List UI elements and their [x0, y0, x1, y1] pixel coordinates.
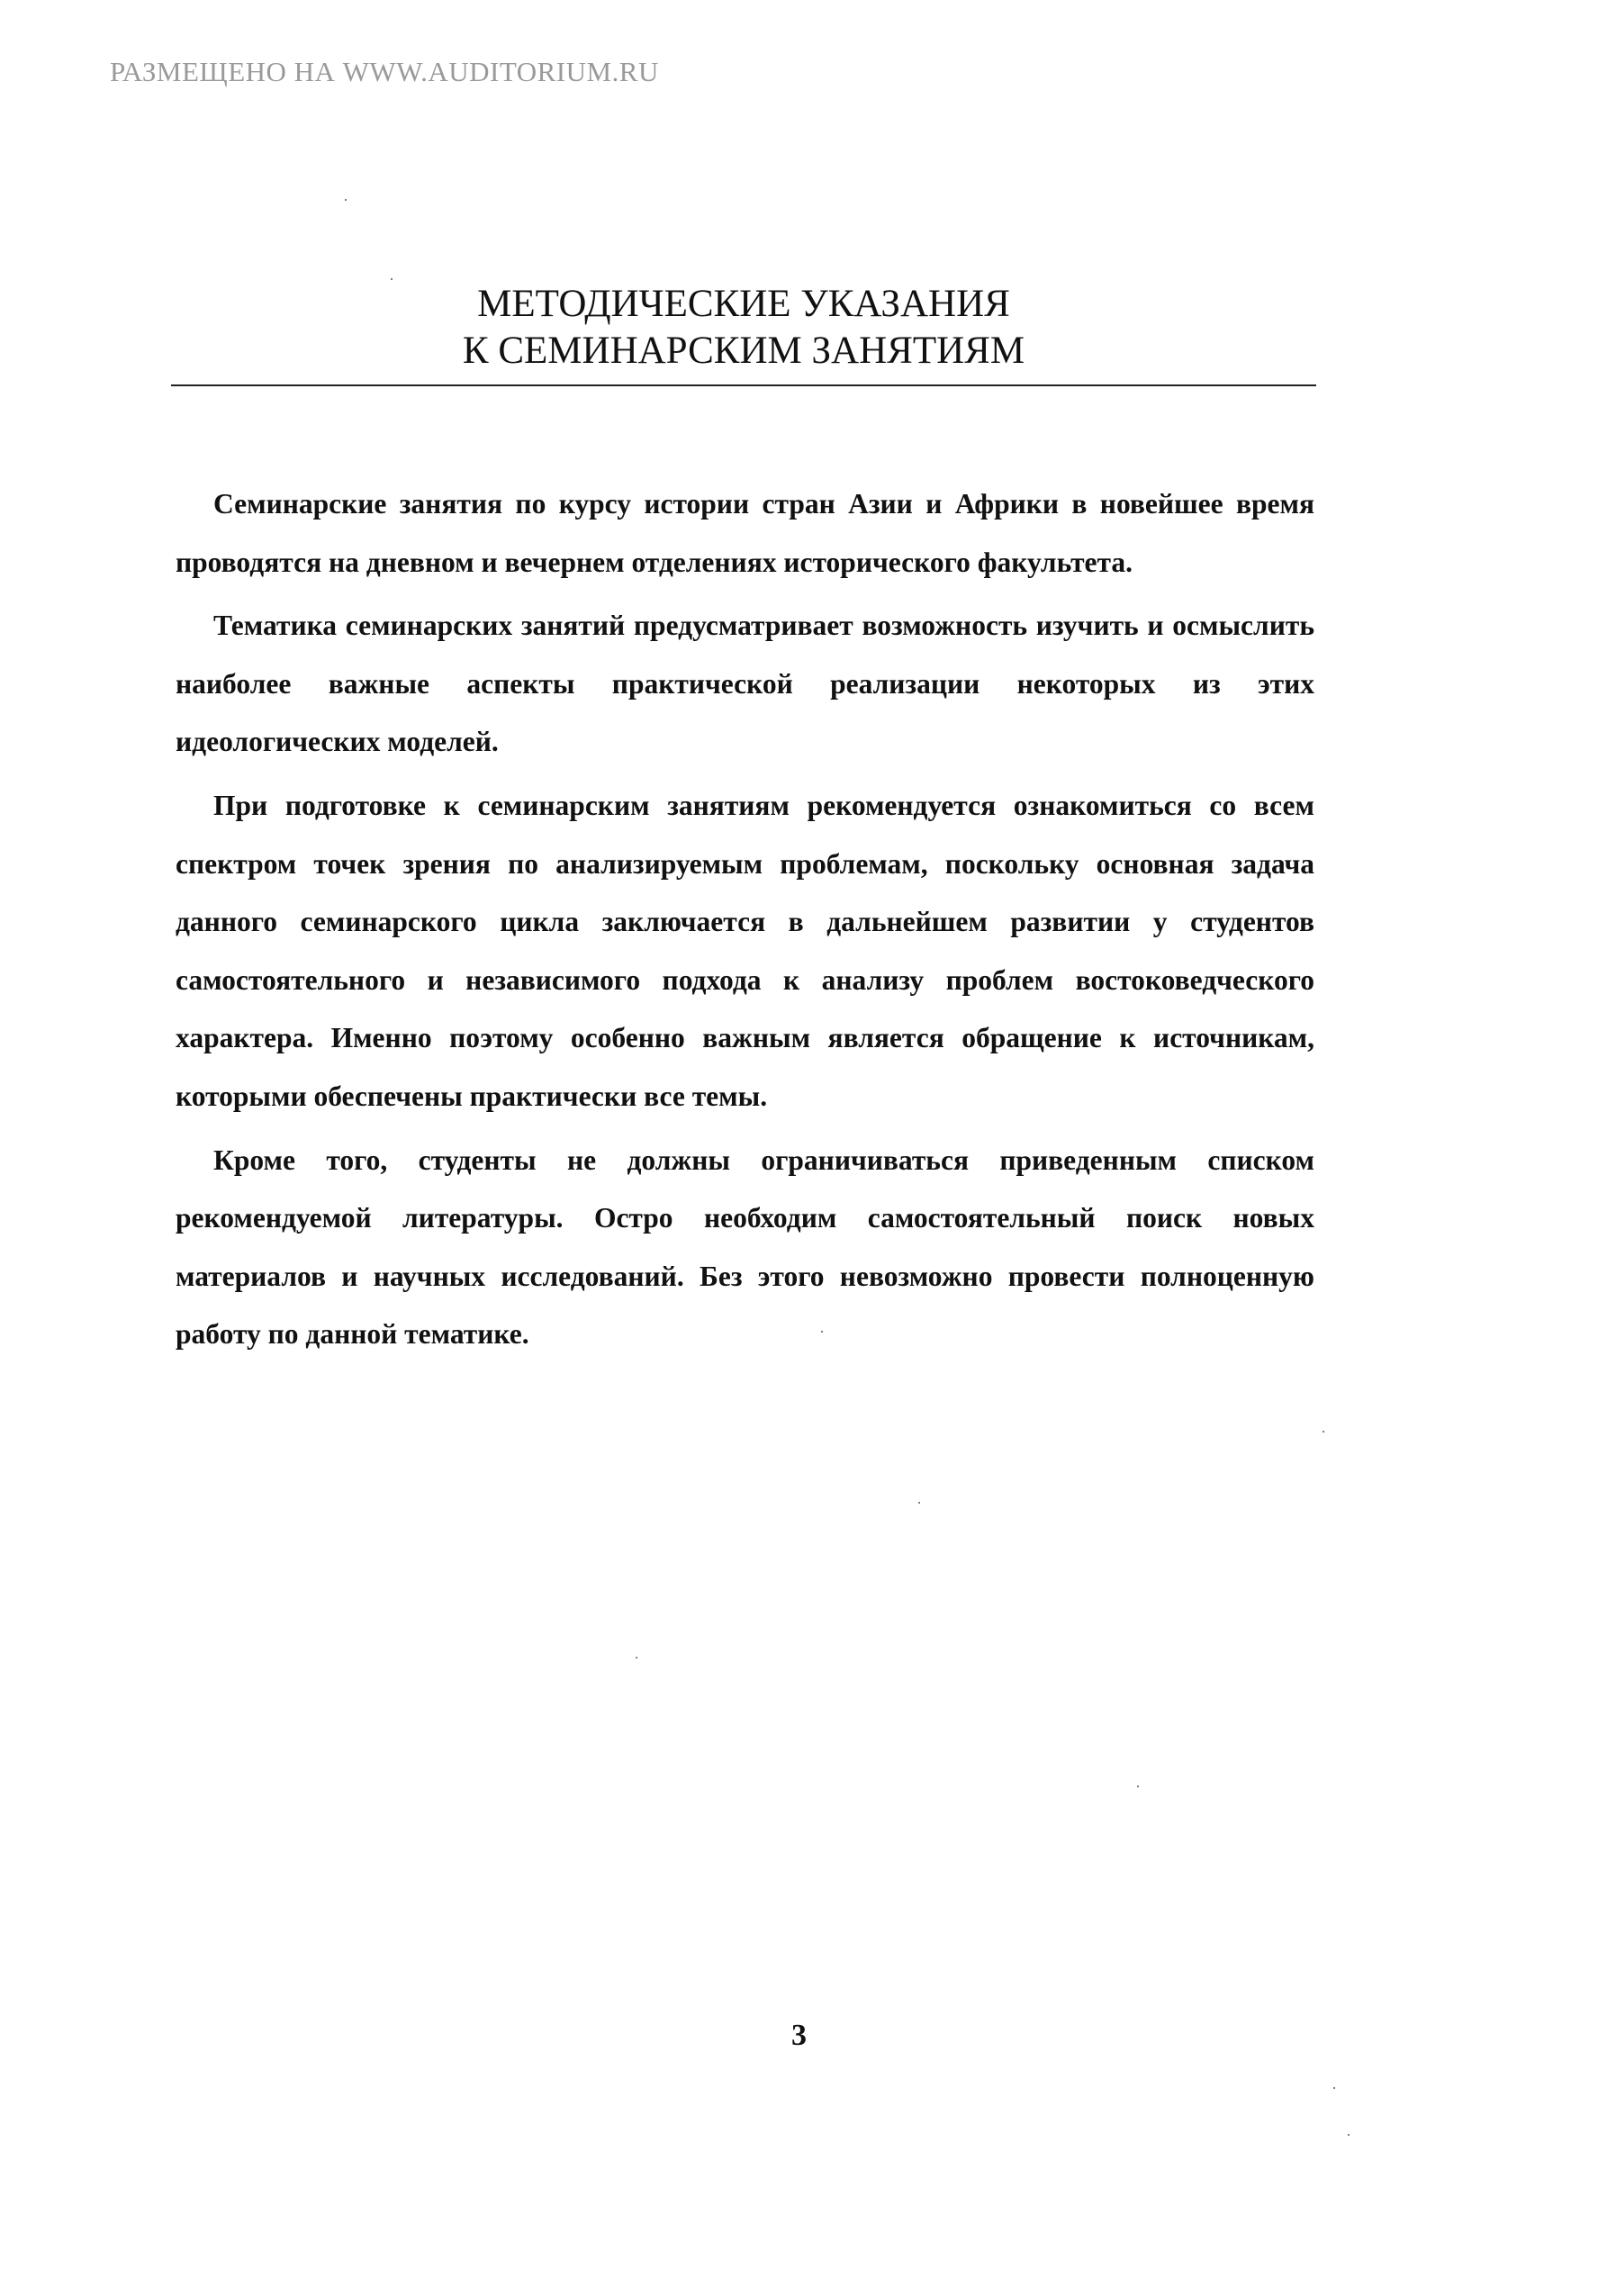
body-text: [176, 475, 1314, 1369]
title-line-1: МЕТОДИЧЕСКИЕ УКАЗАНИЯ: [477, 283, 1010, 325]
scan-speck: [1333, 2087, 1335, 2089]
scan-speck: [1323, 1431, 1324, 1433]
paragraph-2: Тематика семинарских занятий предусматривает возможность изучить и осмыслить наиболее важные аспекты практической реализации некоторых из этих идеологических моделей.: [176, 610, 1314, 758]
scan-speck: [391, 278, 393, 280]
scan-speck: [636, 1657, 637, 1659]
title-underline: [171, 384, 1316, 386]
scan-speck: [1137, 1785, 1139, 1787]
scan-speck: [345, 199, 347, 201]
paragraph-4: Кроме того, студенты не должны ограничиваться приведенным списком рекомендуемой литературы. Остро необходим самостоятельный поиск новых материалов и научных исследований. Без этого невозможно провести полноценную работу по данной тематике.: [176, 1143, 1314, 1351]
scan-speck: [1348, 2134, 1350, 2136]
section-title: [171, 281, 1316, 375]
paragraph-1: Семинарские занятия по курсу истории стран Азии и Африки в новейшее время проводятся на дневном и вечернем отделениях исторического факультета.: [176, 488, 1314, 578]
page-number: 3: [791, 2019, 807, 2052]
scan-speck: [918, 1502, 920, 1504]
title-line-2: К СЕМИНАРСКИМ ЗАНЯТИЯМ: [462, 330, 1025, 372]
paragraph-3: При подготовке к семинарским занятиям рекомендуется ознакомиться со всем спектром точек зрения по анализируемым проблемам, поскольку основная задача данного семинарского цикла заключается в дальнейшем развитии у студентов самостоятельного и независимого подхода к анализу проблем востоковедческого характера. Именно поэтому особенно важным является обращение к источникам, которыми обеспечены практически все темы.: [176, 789, 1314, 1112]
scan-speck: [821, 1331, 823, 1333]
watermark: РАЗМЕЩЕНО НА WWW.AUDITORIUM.RU: [110, 56, 659, 87]
